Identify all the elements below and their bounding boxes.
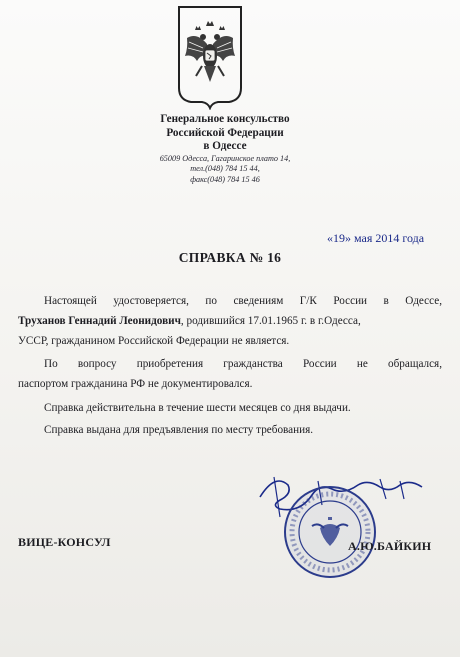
document-title: СПРАВКА № 16 [178,250,282,265]
paragraph-identity [18,291,442,351]
consulate-fax: факс(048) 784 15 46 [190,175,260,185]
consulate-name-line: Генеральное консульство [160,113,290,125]
paragraph-line [18,311,442,331]
document-date: «19» мая 2014 года [327,231,425,245]
person-name: Труханов Геннадий Леонидович [18,315,181,327]
signatory-position: ВИЦЕ-КОНСУЛ [18,535,111,549]
consulate-city: в Одессе [203,140,247,152]
paragraph-line: Настоящей удостоверяется, по сведениям Г/К России в Одессе, [44,295,442,307]
paragraph-line: паспортом гражданина РФ не документировался. [18,378,253,390]
consulate-address: 65009 Одесса, Гагаринское плато 14, [159,153,291,163]
paragraph-purpose: Справка выдана для предъявления по месту требования. [44,424,314,436]
paragraph-line: УССР, гражданином Российской Федерации не является. [18,335,290,347]
paragraph-validity: Справка действительна в течение шести месяцев со дня выдачи. [44,402,351,414]
consulate-name-line: Российской Федерации [166,126,284,139]
coat-of-arms-emblem [175,4,245,110]
official-stamp [282,484,378,580]
paragraph-line: По вопросу приобретения гражданства России не обращался, [44,358,442,370]
signatory-name: А.Ю.БАЙКИН [348,539,432,553]
consulate-phone: тел.(048) 784 15 44, [190,164,260,174]
consulate-header [120,113,330,186]
birth-details: , родившийся 17.01.1965 г. в г.Одесса, [180,315,361,327]
paragraph-citizenship [18,354,442,394]
